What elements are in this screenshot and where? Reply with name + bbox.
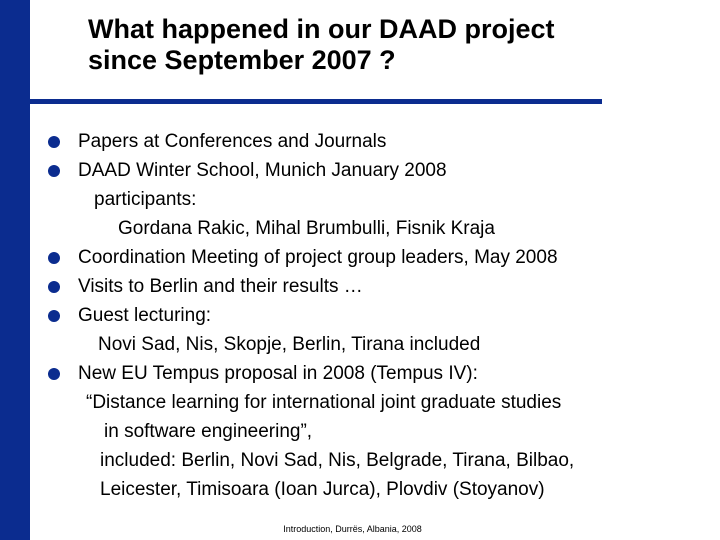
bullet-dot-icon	[48, 368, 60, 380]
bullet-text: DAAD Winter School, Munich January 2008	[78, 160, 447, 181]
bullet-subline: Gordana Rakic, Mihal Brumbulli, Fisnik Kraja	[118, 218, 495, 239]
bullet-text: New EU Tempus proposal in 2008 (Tempus IV):	[78, 363, 478, 384]
bullet-subline: included: Berlin, Novi Sad, Nis, Belgrade, Tirana, Bilbao,	[100, 450, 575, 471]
bullet-subline: in software engineering”,	[104, 421, 313, 442]
left-accent-bar	[0, 0, 30, 540]
bullet-list	[48, 127, 708, 504]
bullet-subline: Novi Sad, Nis, Skopje, Berlin, Tirana included	[98, 334, 481, 355]
title-line-1: What happened in our DAAD project	[88, 14, 555, 44]
bullet-item-papers	[48, 127, 708, 156]
bullet-text: Papers at Conferences and Journals	[78, 131, 387, 152]
bullet-subline: participants:	[94, 189, 197, 210]
bullet-item-tempus-proposal	[48, 359, 708, 504]
bullet-dot-icon	[48, 136, 60, 148]
bullet-dot-icon	[48, 281, 60, 293]
bullet-text: Visits to Berlin and their results …	[78, 276, 363, 297]
bullet-item-guest-lecturing	[48, 301, 708, 359]
bullet-dot-icon	[48, 310, 60, 322]
bullet-subline: Leicester, Timisoara (Ioan Jurca), Plovdiv (Stoyanov)	[100, 479, 545, 500]
slide-footer: Introduction, Durrës, Albania, 2008	[283, 524, 422, 534]
bullet-subline: “Distance learning for international joint graduate studies	[86, 392, 562, 413]
title-underline-rule	[22, 99, 602, 104]
bullet-text: Coordination Meeting of project group leaders, May 2008	[78, 247, 558, 268]
slide-title	[88, 14, 688, 76]
bullet-dot-icon	[48, 252, 60, 264]
bullet-dot-icon	[48, 165, 60, 177]
bullet-item-coordination-meeting	[48, 243, 708, 272]
title-line-2: since September 2007 ?	[88, 45, 396, 75]
bullet-text: Guest lecturing:	[78, 305, 212, 326]
bullet-item-berlin-visits	[48, 272, 708, 301]
bullet-item-winter-school	[48, 156, 708, 243]
